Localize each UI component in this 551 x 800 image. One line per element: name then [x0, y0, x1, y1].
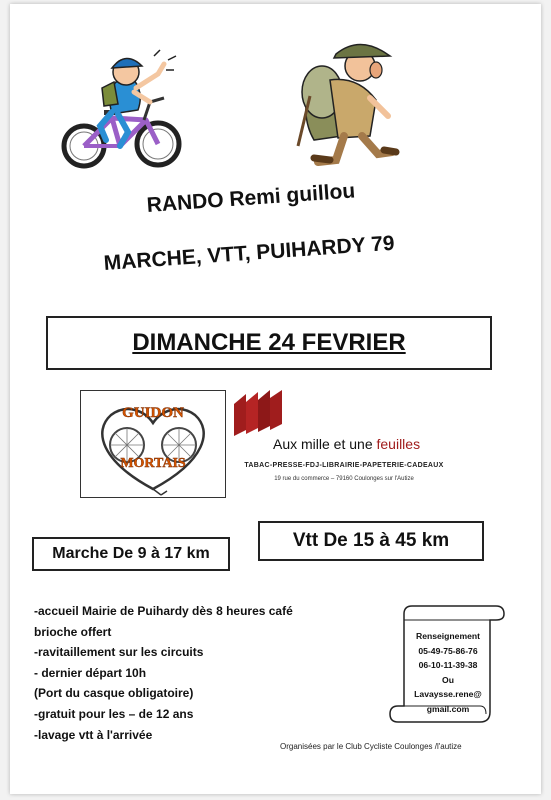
event-title: RANDO Remi guillou: [146, 179, 356, 217]
contact-info: [400, 629, 496, 717]
info-line: -lavage vtt à l'arrivée: [34, 727, 153, 742]
info-line: -accueil Mairie de Puihardy dès 8 heures café: [34, 604, 293, 618]
flyer-page: [10, 4, 541, 794]
guidon-mortais-logo: [80, 390, 226, 498]
shop-name: Aux mille et une feuilles: [273, 436, 421, 452]
info-line: brioche offert: [34, 624, 112, 639]
date-box: [46, 316, 492, 370]
footer-organizer: Organisées par le Club Cycliste Coulonges /l'autize: [280, 742, 462, 751]
marche-distance-box: Marche De 9 à 17 km: [32, 537, 230, 571]
heart-wheels-graphic: [81, 391, 225, 497]
guidon-text: GUIDON: [122, 405, 184, 421]
contact-email: gmail.com: [426, 703, 470, 714]
contact-phone: 05-49-75-86-76: [418, 645, 478, 656]
contact-phone: 06-10-11-39-38: [418, 660, 478, 671]
rider: [100, 50, 176, 146]
shop-tagline: TABAC-PRESSE-FDJ-LIBRAIRIE-PAPETERIE-CADEAUX: [244, 462, 444, 469]
contact-email: Lavaysse.rene@: [414, 689, 482, 700]
info-line: (Port du casque obligatoire): [34, 686, 194, 701]
shop-logo: [228, 388, 460, 498]
event-date: DIMANCHE 24 FEVRIER: [132, 329, 406, 356]
event-info-list: [34, 601, 334, 745]
shop-address: 19 rue du commerce – 79160 Coulonges sur l'Autize: [274, 476, 414, 482]
info-line: -ravitaillement sur les circuits: [34, 645, 204, 660]
cyclist-illustration: [54, 48, 194, 178]
hiker-illustration: [280, 36, 410, 176]
contact-heading: Renseignement: [416, 631, 480, 641]
mortais-text: MORTAIS: [120, 456, 186, 471]
shop-name-accent: feuilles: [376, 436, 421, 452]
info-line: -gratuit pour les – de 12 ans: [34, 706, 194, 721]
info-line: - dernier départ 10h: [34, 665, 147, 680]
books-icon: [232, 390, 292, 438]
hiker: [298, 44, 396, 162]
contact-or: Ou: [442, 674, 454, 685]
event-subtitle: MARCHE, VTT, PUIHARDY 79: [103, 231, 396, 275]
vtt-distance-box: Vtt De 15 à 45 km: [258, 521, 484, 561]
